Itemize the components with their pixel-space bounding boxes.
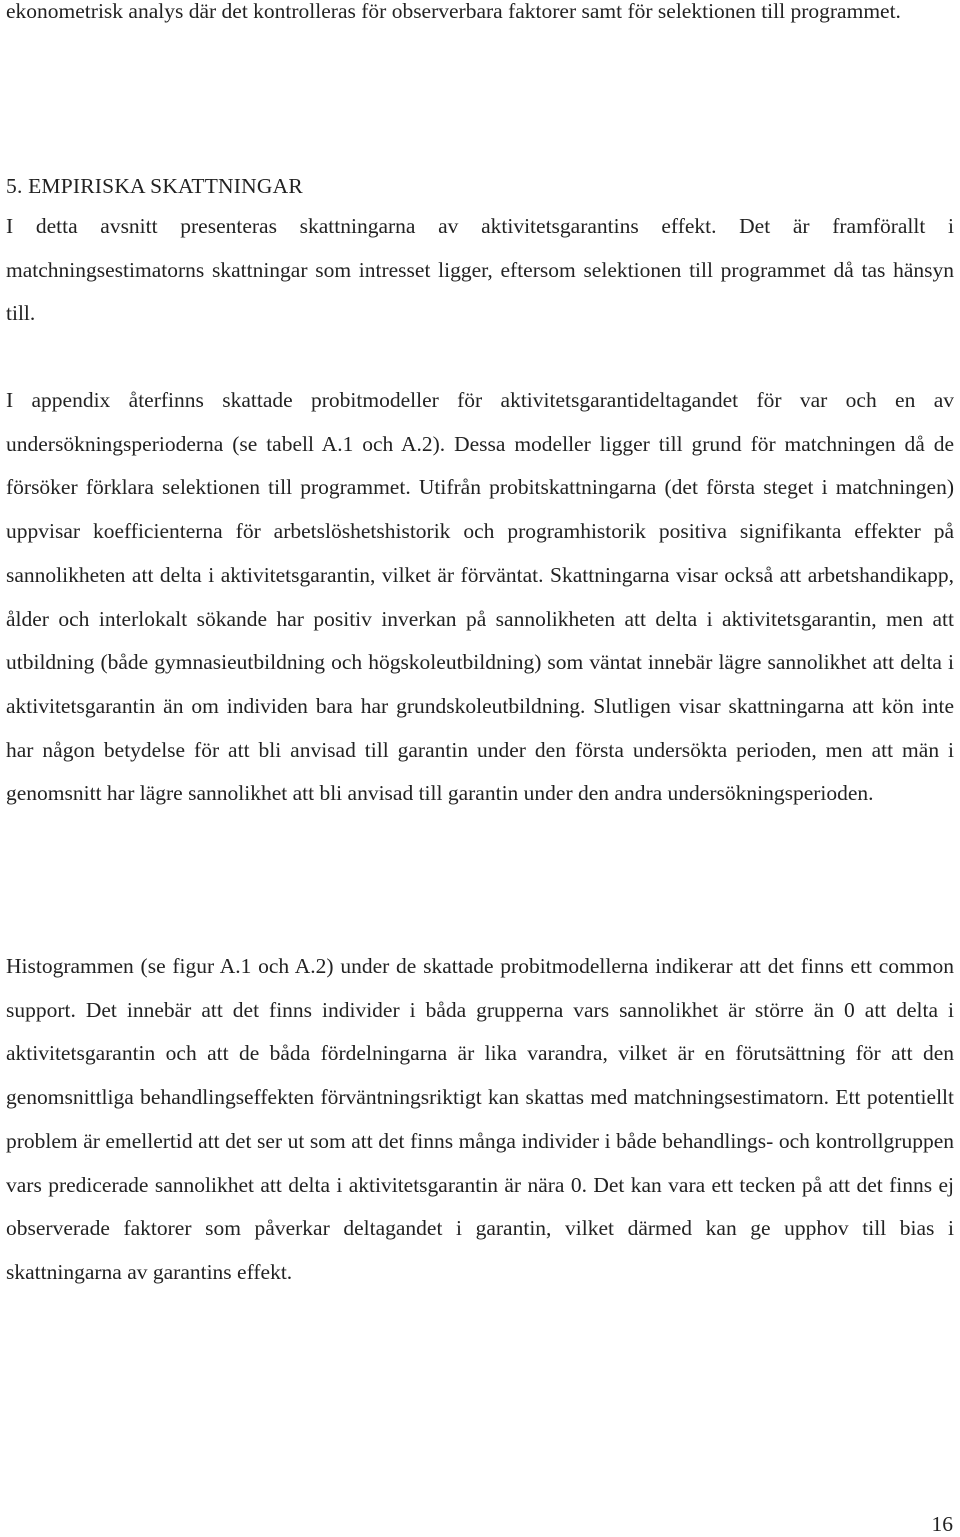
paragraph-1: I detta avsnitt presenteras skattningarna av aktivitetsgarantins effekt. Det är framförallt i matchningsestimatorns skattningar som intresset ligger, eftersom selektionen till programmet då tas hänsyn till. — [6, 214, 954, 326]
intro-text: ekonometrisk analys där det kontrolleras för observerbara faktorer samt för selektionen till programmet. — [6, 0, 901, 23]
page-number: 16 — [931, 1512, 953, 1536]
section-heading: 5. EMPIRISKA SKATTNINGAR — [6, 174, 303, 198]
paragraph-3: Histogrammen (se figur A.1 och A.2) under de skattade probitmodellerna indikerar att det finns ett common support. Det innebär att det finns individer i båda grupperna vars sannolikhet är större än 0 att delta i aktivitetsgarantin och att de båda fördelningarna är lika varandra, vilket är en förutsättning för att den genomsnittliga behandlingseffekten förväntningsriktigt kan skattas med matchningsestimatorn. Ett potentiellt problem är emellertid att det ser ut som att det finns många individer i både behandlings- och kontrollgruppen vars predicerade sannolikhet att delta i aktivitetsgarantin är nära 0. Det kan vara ett tecken på att det finns ej observerade faktorer som påverkar deltagandet i garantin, vilket därmed kan ge upphov till bias i skattningarna av garantins effekt. — [6, 954, 954, 1284]
paragraph-2: I appendix återfinns skattade probitmodeller för aktivitetsgarantideltagandet för var och en av undersökningsperioderna (se tabell A.1 och A.2). Dessa modeller ligger till grund för matchningen då de försöker förklara selektionen till programmet. Utifrån probitskattningarna (det första steget i matchningen) uppvisar koefficienterna för arbetslöshetshistorik och programhistorik positiva signifikanta effekter på sannolikheten att delta i aktivitetsgarantin, vilket är förväntat. Skattningarna visar också att arbetshandikapp, ålder och interlokalt sökande har positiv inverkan på sannolikheten att delta i aktivitetsgarantin, men att utbildning (både gymnasieutbildning och högskoleutbildning) som väntat innebär lägre sannolikhet att delta i aktivitetsgarantin än om individen bara har grundskoleutbildning. Slutligen visar skattningarna att kön inte har någon betydelse för att bli anvisad till garantin under den första undersökta perioden, men att män i genomsnitt har lägre sannolikhet att bli anvisad till garantin under den andra undersökningsperioden. — [6, 388, 954, 806]
